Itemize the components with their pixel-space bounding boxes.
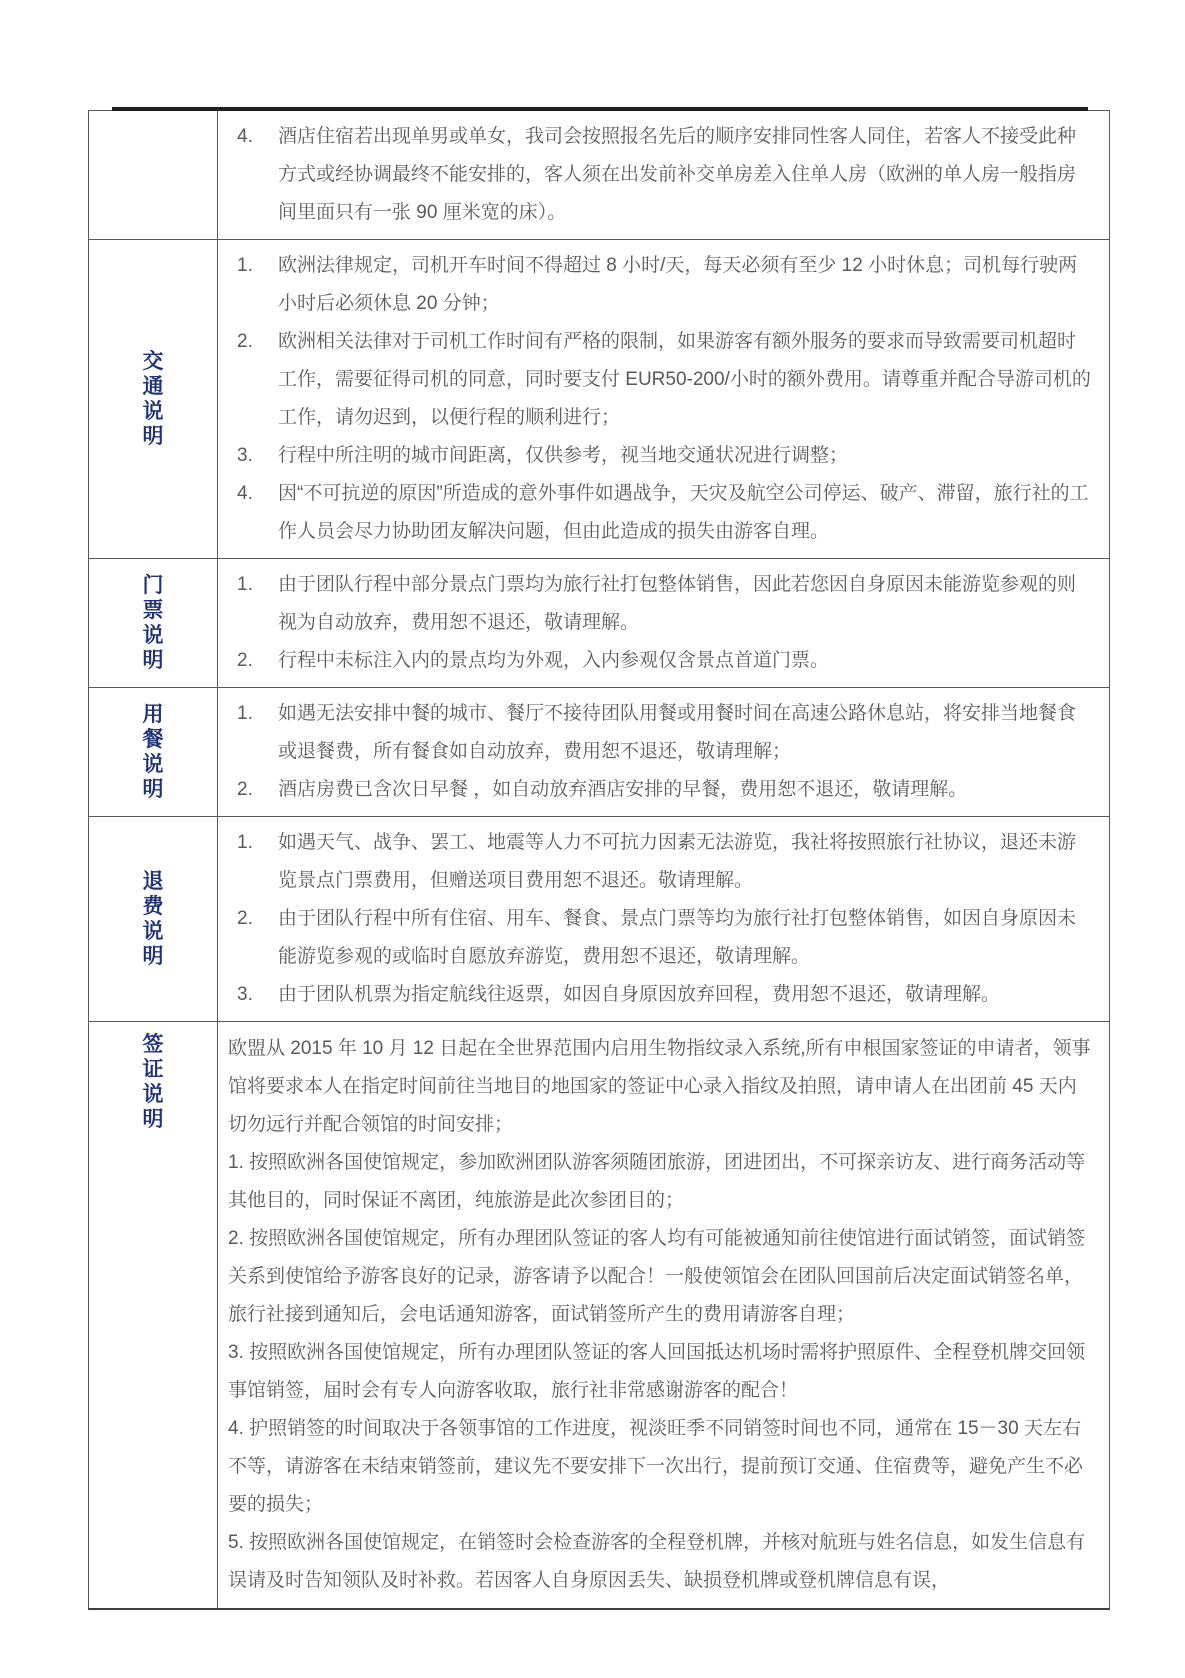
list-item [218, 437, 1091, 475]
item-number: 1. [237, 574, 253, 595]
item-text: 行程中未标注入内的景点均为外观，入内参观仅含景点首道门票。 [278, 650, 830, 671]
list-item [218, 824, 1091, 900]
item-text: 欧洲法律规定，司机开车时间不得超过 8 小时/天，每天必须有至少 12 小时休息；司机每行驶两小时后必须休息 20 分钟； [278, 255, 1078, 314]
item-text: 酒店房费已含次日早餐 ，如自动放弃酒店安排的早餐，费用恕不退还，敬请理解。 [278, 779, 968, 800]
paragraph: 欧盟从 2015 年 10 月 12 日起在全世界范围内启用生物指纹录入系统,所有申根国家签证的申请者，领事馆将要求本人在指定时间前往当地目的地国家的签证中心录入指纹及拍照，请申请人在出团前 45 天内切勿远行并配合领馆的时间安排； [228, 1038, 1091, 1135]
terms-table [88, 110, 1110, 1610]
table-row-hotel-continuation [89, 111, 1109, 239]
row-label: 门票说明 [142, 574, 164, 672]
row-content [218, 817, 1109, 1021]
list-item [218, 323, 1091, 437]
item-number: 1. [237, 255, 253, 276]
list-item [218, 900, 1091, 976]
table-row-visa [89, 1021, 1109, 1608]
item-number: 1. [237, 703, 253, 724]
item-number: 4. [237, 483, 253, 504]
table-row-transport [89, 239, 1109, 558]
table-row-tickets [89, 558, 1109, 687]
row-label-cell [89, 1022, 218, 1608]
list-item [218, 976, 1091, 1014]
list-item [218, 118, 1091, 232]
item-number: 3. [237, 445, 253, 466]
list-item [218, 247, 1091, 323]
row-label: 签证说明 [142, 1033, 164, 1131]
row-content [218, 1022, 1109, 1608]
row-content [218, 240, 1109, 558]
item-text: 如遇无法安排中餐的城市、餐厅不接待团队用餐或用餐时间在高速公路休息站，将安排当地餐食或退餐费，所有餐食如自动放弃，费用恕不退还，敬请理解； [278, 703, 1077, 762]
table-row-meals [89, 687, 1109, 816]
row-label-cell [89, 559, 218, 687]
list-item [218, 475, 1091, 551]
row-content [218, 688, 1109, 816]
row-content [218, 559, 1109, 687]
item-text: 如遇天气、战争、罢工、地震等人力不可抗力因素无法游览，我社将按照旅行社协议，退还未游览景点门票费用，但赠送项目费用恕不退还。敬请理解。 [278, 832, 1077, 891]
list-item [218, 771, 1091, 809]
paragraph: 2. 按照欧洲各国使馆规定，所有办理团队签证的客人均有可能被通知前往使馆进行面试销签，面试销签关系到使馆给予游客良好的记录，游客请予以配合！一般使领馆会在团队回国前后决定面试销签名单，旅行社接到通知后，会电话通知游客，面试销签所产生的费用请游客自理； [228, 1228, 1086, 1325]
page-break-thick-rule [112, 107, 1088, 111]
item-text: 欧洲相关法律对于司机工作时间有严格的限制，如果游客有额外服务的要求而导致需要司机超时工作，需要征得司机的同意，同时要支付 EUR50-200/小时的额外费用。请尊重并配合导游司机的工作，请勿迟到，以便行程的顺利进行； [278, 331, 1091, 428]
row-label: 交通说明 [142, 350, 164, 448]
row-label-cell [89, 688, 218, 816]
item-text: 由于团队行程中部分景点门票均为旅行社打包整体销售，因此若您因自身原因未能游览参观的则视为自动放弃，费用恕不退还，敬请理解。 [278, 574, 1077, 633]
item-number: 2. [237, 908, 253, 929]
paragraph: 4. 护照销签的时间取决于各领事馆的工作进度，视淡旺季不同销签时间也不同，通常在 15－30 天左右不等，请游客在未结束销签前，建议先不要安排下一次出行，提前预订交通、住宿费等，避免产生不必要的损失； [228, 1418, 1084, 1515]
item-text: 酒店住宿若出现单男或单女，我司会按照报名先后的顺序安排同性客人同住，若客人不接受此种方式或经协调最终不能安排的，客人须在出发前补交单房差入住单人房（欧洲的单人房一般指房间里面只有一张 90 厘米宽的床）。 [278, 126, 1077, 223]
item-number: 3. [237, 984, 253, 1005]
list-item [218, 695, 1091, 771]
item-number: 2. [237, 331, 253, 352]
row-label-cell-empty [89, 111, 218, 239]
row-label-cell [89, 817, 218, 1021]
list-item [218, 642, 1091, 680]
item-number: 2. [237, 779, 253, 800]
item-text: 由于团队行程中所有住宿、用车、餐食、景点门票等均为旅行社打包整体销售，如因自身原因未能游览参观的或临时自愿放弃游览，费用恕不退还，敬请理解。 [278, 908, 1077, 967]
row-label: 用餐说明 [142, 703, 164, 801]
row-label-cell [89, 240, 218, 558]
paragraph: 3. 按照欧洲各国使馆规定，所有办理团队签证的客人回国抵达机场时需将护照原件、全程登机牌交回领事馆销签，届时会有专人向游客收取，旅行社非常感谢游客的配合！ [228, 1342, 1086, 1401]
item-text: 行程中所注明的城市间距离，仅供参考，视当地交通状况进行调整； [278, 445, 849, 466]
paragraph: 5. 按照欧洲各国使馆规定，在销签时会检查游客的全程登机牌，并核对航班与姓名信息，如发生信息有误请及时告知领队及时补救。若因客人自身原因丢失、缺损登机牌或登机牌信息有误， [228, 1532, 1086, 1591]
item-number: 4. [237, 126, 253, 147]
item-text: 因“不可抗逆的原因”所造成的意外事件如遇战争，天灾及航空公司停运、破产、滞留，旅行社的工作人员会尽力协助团友解决问题，但由此造成的损失由游客自理。 [278, 483, 1089, 542]
item-number: 2. [237, 650, 253, 671]
row-content [218, 111, 1109, 239]
item-number: 1. [237, 832, 253, 853]
item-text: 由于团队机票为指定航线往返票，如因自身原因放弃回程，费用恕不退还，敬请理解。 [278, 984, 1001, 1005]
paragraph: 1. 按照欧洲各国使馆规定，参加欧洲团队游客须随团旅游，团进团出，不可探亲访友、进行商务活动等其他目的，同时保证不离团，纯旅游是此次参团目的； [228, 1152, 1086, 1211]
list-item [218, 566, 1091, 642]
table-row-refund [89, 816, 1109, 1021]
row-label: 退费说明 [142, 870, 164, 968]
